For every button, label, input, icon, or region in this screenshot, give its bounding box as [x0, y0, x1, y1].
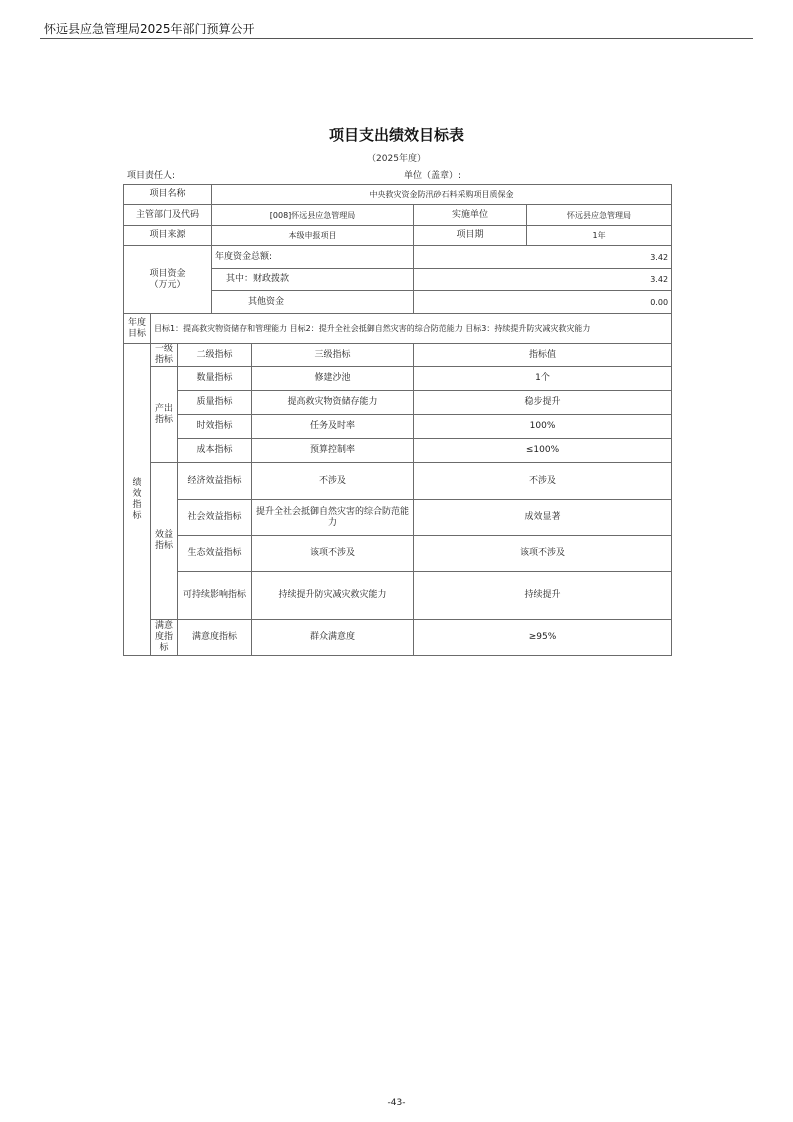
- table-row: [124, 572, 672, 620]
- output-indicator-label: 产出 指标: [151, 367, 178, 463]
- document-title: 项目支出绩效目标表: [328, 126, 464, 144]
- level3-header: 三级指标: [252, 344, 414, 367]
- satisfaction-indicator-label: 满意 度指 标: [151, 620, 178, 656]
- department-row: [124, 205, 672, 226]
- indicator-value-cell: 成效显著: [414, 500, 672, 536]
- indicator-value-header: 指标值: [414, 344, 672, 367]
- table-row: [124, 500, 672, 536]
- annual-goals-text: 目标1：提高救灾物资储存和管理能力 目标2：提升全社会抵御自然灾害的综合防范能力 目标3：持续提升防灾减灾救灾能力: [151, 314, 672, 344]
- table-row: [124, 536, 672, 572]
- indicator-value-cell: 持续提升: [414, 572, 672, 620]
- level3-cell: 提升全社会抵御自然灾害的综合防范能力: [252, 500, 414, 536]
- project-name-label: 项目名称: [124, 185, 212, 205]
- level2-cell: 时效指标: [178, 415, 252, 439]
- funds-total-label: 年度资金总额:: [212, 246, 414, 269]
- table-row: [124, 463, 672, 500]
- level1-header: 一级 指标: [151, 344, 178, 367]
- indicator-value-cell: 稳步提升: [414, 391, 672, 415]
- indicator-value-cell: 不涉及: [414, 463, 672, 500]
- table-row: [124, 391, 672, 415]
- level3-cell: 预算控制率: [252, 439, 414, 463]
- level2-cell: 生态效益指标: [178, 536, 252, 572]
- implementing-unit-label: 实施单位: [414, 205, 527, 226]
- level3-cell: 修建沙池: [252, 367, 414, 391]
- document-year: （2025年度）: [367, 154, 426, 164]
- level3-cell: 不涉及: [252, 463, 414, 500]
- performance-target-table: [123, 184, 672, 656]
- funds-fiscal-label: 其中：财政拨款: [212, 269, 414, 291]
- department-label: 主管部门及代码: [124, 205, 212, 226]
- annual-goals-row: [124, 314, 672, 344]
- indicator-value-cell: 100%: [414, 415, 672, 439]
- department-value: [008]怀远县应急管理局: [212, 205, 414, 226]
- table-row: [124, 620, 672, 656]
- level2-cell: 成本指标: [178, 439, 252, 463]
- level3-cell: 任务及时率: [252, 415, 414, 439]
- indicator-value-cell: 1个: [414, 367, 672, 391]
- table-row: [124, 439, 672, 463]
- table-row: [124, 367, 672, 391]
- performance-indicator-group-label: 绩 效 指 标: [124, 344, 151, 656]
- benefit-indicator-label: 效益 指标: [151, 463, 178, 620]
- page-number: -43-: [387, 1098, 406, 1108]
- project-source-value: 本级申报项目: [212, 226, 414, 246]
- responsible-person-label: 项目责任人:: [127, 171, 176, 181]
- funds-other-label: 其他资金: [212, 291, 414, 314]
- table-row: [124, 415, 672, 439]
- indicator-value-cell: ≤100%: [414, 439, 672, 463]
- level3-cell: 该项不涉及: [252, 536, 414, 572]
- funds-fiscal-value: 3.42: [414, 269, 672, 291]
- level2-header: 二级指标: [178, 344, 252, 367]
- funds-total-value: 3.42: [414, 246, 672, 269]
- indicator-header-row: [124, 344, 672, 367]
- level3-cell: 持续提升防灾减灾救灾能力: [252, 572, 414, 620]
- project-source-row: [124, 226, 672, 246]
- project-name-row: [124, 185, 672, 205]
- implementing-unit-value: 怀远县应急管理局: [527, 205, 672, 226]
- level2-cell: 可持续影响指标: [178, 572, 252, 620]
- level2-cell: 数量指标: [178, 367, 252, 391]
- unit-seal-label: 单位（盖章）:: [404, 171, 462, 181]
- level2-cell: 质量指标: [178, 391, 252, 415]
- project-period-value: 1年: [527, 226, 672, 246]
- project-period-label: 项目期: [414, 226, 527, 246]
- project-funds-label: 项目资金 （万元）: [124, 246, 212, 314]
- level3-cell: 群众满意度: [252, 620, 414, 656]
- indicator-value-cell: 该项不涉及: [414, 536, 672, 572]
- annual-goals-label: 年度 目标: [124, 314, 151, 344]
- header-divider: [40, 38, 753, 39]
- page-header-title: 怀远县应急管理局2025年部门预算公开: [44, 22, 255, 36]
- project-source-label: 项目来源: [124, 226, 212, 246]
- level2-cell: 满意度指标: [178, 620, 252, 656]
- project-name-value: 中央救灾资金防汛砂石料采购项目质保金: [212, 185, 672, 205]
- indicator-value-cell: ≥95%: [414, 620, 672, 656]
- level3-cell: 提高救灾物资储存能力: [252, 391, 414, 415]
- funds-other-value: 0.00: [414, 291, 672, 314]
- level2-cell: 社会效益指标: [178, 500, 252, 536]
- level2-cell: 经济效益指标: [178, 463, 252, 500]
- funds-total-row: [124, 246, 672, 269]
